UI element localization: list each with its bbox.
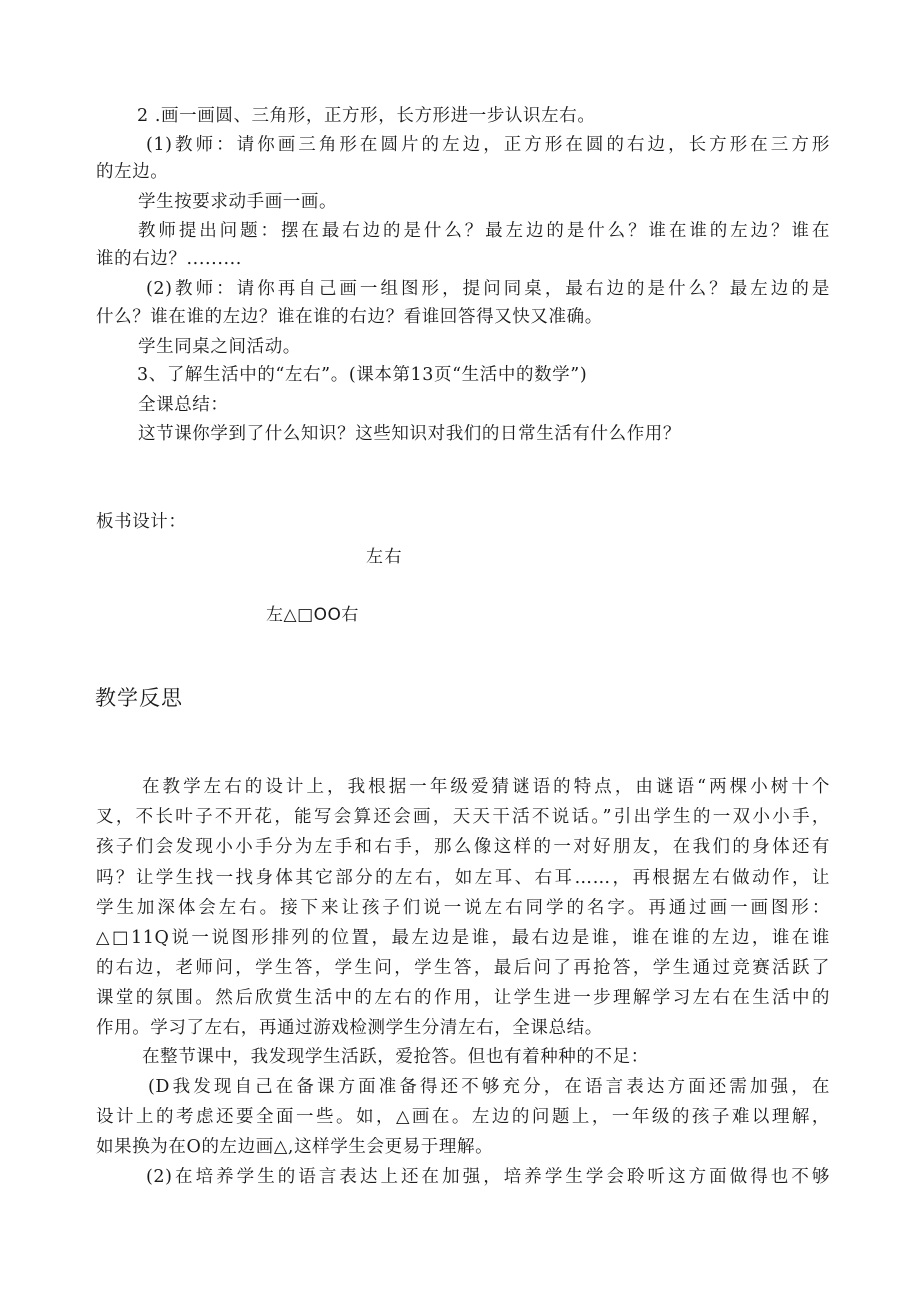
reflection-p3-line: (D我发现自己在备课方面准备得还不够充分，在语言表达方面还需加强，在 (148, 1077, 830, 1097)
reflection-p1-line: 的右边，老师问，学生答，学生问，学生答，最后问了再抢答，学生通过竞赛活跃了 (96, 958, 830, 978)
reflection-p1-line: 孩子们会发现小小手分为左手和右手，那么像这样的一对好朋友，在我们的身体还有 (96, 837, 830, 857)
summary-question: 这节课你学到了什么知识？这些知识对我们的日常生活有什么作用？ (138, 424, 681, 444)
reflection-p1-line: 学生加深体会左右。接下来让孩子们说一说左右同学的名字。再通过画一画图形： (96, 898, 830, 918)
step-3-heading: 3、了解生活中的“左右”。(课本第13页“生活中的数学”) (137, 365, 588, 385)
teacher-question-cont: 谁的右边？......... (96, 249, 242, 269)
reflection-heading: 教学反思 (95, 686, 183, 710)
reflection-p1-line: 课堂的氛围。然后欣赏生活中的左右的作用，让学生进一步理解学习左右在生活中的 (96, 988, 830, 1008)
reflection-p1-line: 在教学左右的设计上，我根据一年级爱猜谜语的特点，由谜语“两棵小树十个 (142, 777, 830, 797)
step-2-heading: 2 .画一画圆、三角形，正方形，长方形进一步认识左右。 (137, 106, 596, 126)
reflection-p2: 在整节课中，我发现学生活跃，爱抢答。但也有着种种的不足： (142, 1047, 649, 1067)
reflection-p3-line: 如果换为在O的左边画△,这样学生会更易于理解。 (96, 1137, 494, 1157)
reflection-p4: (2)在培养学生的语言表达上还在加强，培养学生学会聆听这方面做得也不够 (146, 1167, 830, 1187)
teacher-instruction-1: (1)教师：请你画三角形在圆片的左边，正方形在圆的右边，长方形在三方形 (146, 135, 830, 155)
student-activity-2: 学生同桌之间活动。 (138, 337, 301, 357)
summary-label: 全课总结： (138, 395, 229, 415)
board-design-label: 板书设计： (96, 512, 187, 532)
reflection-p1-line: 吗？让学生找一找身体其它部分的左右，如左耳、右耳……，再根据左右做动作，让 (96, 868, 830, 888)
reflection-p3-line: 设计上的考虑还要全面一些。如，△画在。左边的问题上，一年级的孩子难以理解， (96, 1107, 830, 1127)
teacher-instruction-2: (2)教师：请你再自己画一组图形，提问同桌，最右边的是什么？最左边的是 (146, 279, 830, 299)
reflection-p1-line: 叉，不长叶子不开花，能写会算还会画，天天干活不说话。”引出学生的一双小小手， (96, 807, 830, 827)
board-title: 左右 (366, 547, 403, 567)
teacher-instruction-2-cont: 什么？谁在谁的左边？谁在谁的右边？看谁回答得又快又准确。 (96, 307, 603, 327)
student-activity-1: 学生按要求动手画一画。 (138, 192, 338, 212)
teacher-question: 教师提出问题：摆在最右边的是什么？最左边的是什么？谁在谁的左边？谁在 (138, 221, 830, 241)
reflection-p1-line: △□11Q说一说图形排列的位置，最左边是谁，最右边是谁，谁在谁的左边，谁在谁 (96, 928, 830, 948)
board-shapes-line: 左△□OO右 (266, 605, 359, 625)
teacher-instruction-1-cont: 的左边。 (96, 162, 169, 182)
reflection-p1-line: 作用。学习了左右，再通过游戏检测学生分清左右，全课总结。 (96, 1018, 603, 1038)
